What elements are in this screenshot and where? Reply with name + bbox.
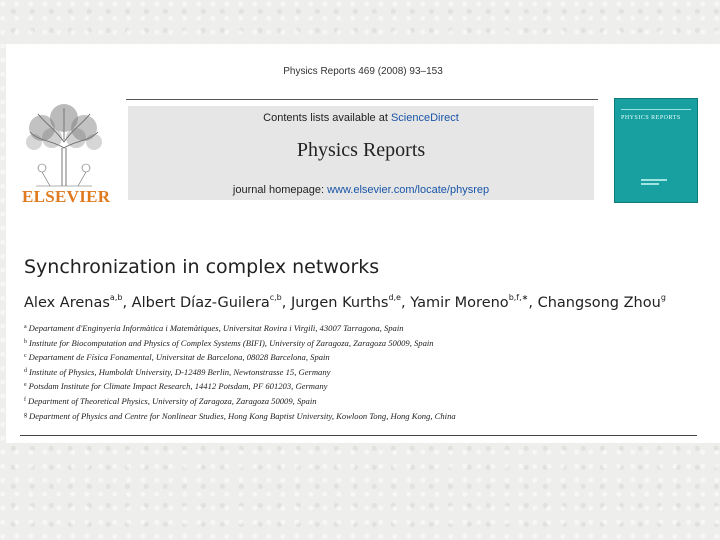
journal-name: Physics Reports <box>296 139 426 161</box>
affiliation-mark: a <box>24 324 27 330</box>
cover-title: PHYSICS REPORTS <box>621 115 681 121</box>
author[interactable]: Alex Arenas$^{a,b}$ <box>24 293 123 311</box>
homepage-prefix: journal homepage: <box>232 184 328 196</box>
author-affiliation-marks: d,e <box>388 293 401 302</box>
cover-rule <box>621 109 691 110</box>
affiliation-mark: g <box>24 411 27 418</box>
affiliation-mark: d <box>24 367 27 374</box>
author-list: Alex Arenas$^{a,b}$, Albert Díaz-Guilera$^{c,b}$, Jurgen Kurths$^{d,e}$, Yamir Moreno$^{b,f,∗}$, Changsong Zhou$^g$ <box>24 293 666 311</box>
author-affiliation-marks: b,f,∗ <box>508 293 529 302</box>
header-rule <box>126 99 598 100</box>
affiliation-mark: e <box>24 382 27 389</box>
homepage-line <box>128 184 594 196</box>
footer-rule <box>20 435 697 436</box>
author-affiliation-marks: a,b <box>109 293 123 302</box>
cover-mark <box>641 179 667 181</box>
affiliation: $^e$ Potsdam Institute for Climate Impact Research, 14412 Potsdam, PF 601203, Germany <box>24 381 328 392</box>
journal-citation: Physics Reports 469 (2008) 93–153 <box>283 66 443 77</box>
article-title: Synchronization in complex networks <box>24 256 380 278</box>
elsevier-tree-icon <box>22 102 106 188</box>
journal-cover-thumbnail <box>614 98 698 203</box>
journal-header <box>128 106 594 200</box>
affiliation-mark: c <box>24 353 27 360</box>
author-affiliation-marks: g <box>660 293 666 302</box>
elsevier-logo-text: ELSEVIER <box>22 187 111 206</box>
author[interactable]: Albert Díaz-Guilera$^{c,b}$ <box>131 293 282 311</box>
affiliation-mark: b <box>24 338 27 345</box>
affiliation-mark: f <box>24 396 26 403</box>
affiliation: $^g$ Department of Physics and Centre for Nonlinear Studies, Hong Kong Baptist University, Kowloon Tong, Hong Kong, China <box>24 410 456 421</box>
author[interactable]: Jurgen Kurths$^{d,e}$ <box>290 293 401 311</box>
sciencedirect-link[interactable]: ScienceDirect <box>390 112 459 124</box>
author[interactable]: Yamir Moreno$^{b,f,∗}$ <box>410 293 529 311</box>
paper-page <box>6 44 720 443</box>
affiliation: $^f$ Department of Theoretical Physics, University of Zaragoza, Zaragoza 50009, Spain <box>24 395 317 406</box>
affiliation: $^c$ Departament de Física Fonamental, Universitat de Barcelona, 08028 Barcelona, Spain <box>24 352 330 363</box>
affiliation: $^b$ Institute for Biocomputation and Physics of Complex Systems (BIFI), University of Zaragoza, Zaragoza 50009, Spain <box>24 337 434 348</box>
contents-line <box>128 112 594 124</box>
cover-mark <box>641 183 659 185</box>
homepage-url-link[interactable]: www.elsevier.com/locate/physrep <box>327 184 490 196</box>
affiliation-list <box>24 320 714 422</box>
author-affiliation-marks: c,b <box>269 293 282 302</box>
author[interactable]: Changsong Zhou$^g$ <box>537 293 666 311</box>
affiliation: $^a$ Departament d'Enginyeria Informàtica i Matemàtiques, Universitat Rovira i Virgili, 43007 Tarragona, Spain <box>24 323 404 333</box>
contents-prefix: Contents lists available at <box>263 112 391 124</box>
affiliation: $^d$ Institute of Physics, Humboldt University, D-12489 Berlin, Newtonstrasse 15, Germany <box>24 366 331 377</box>
